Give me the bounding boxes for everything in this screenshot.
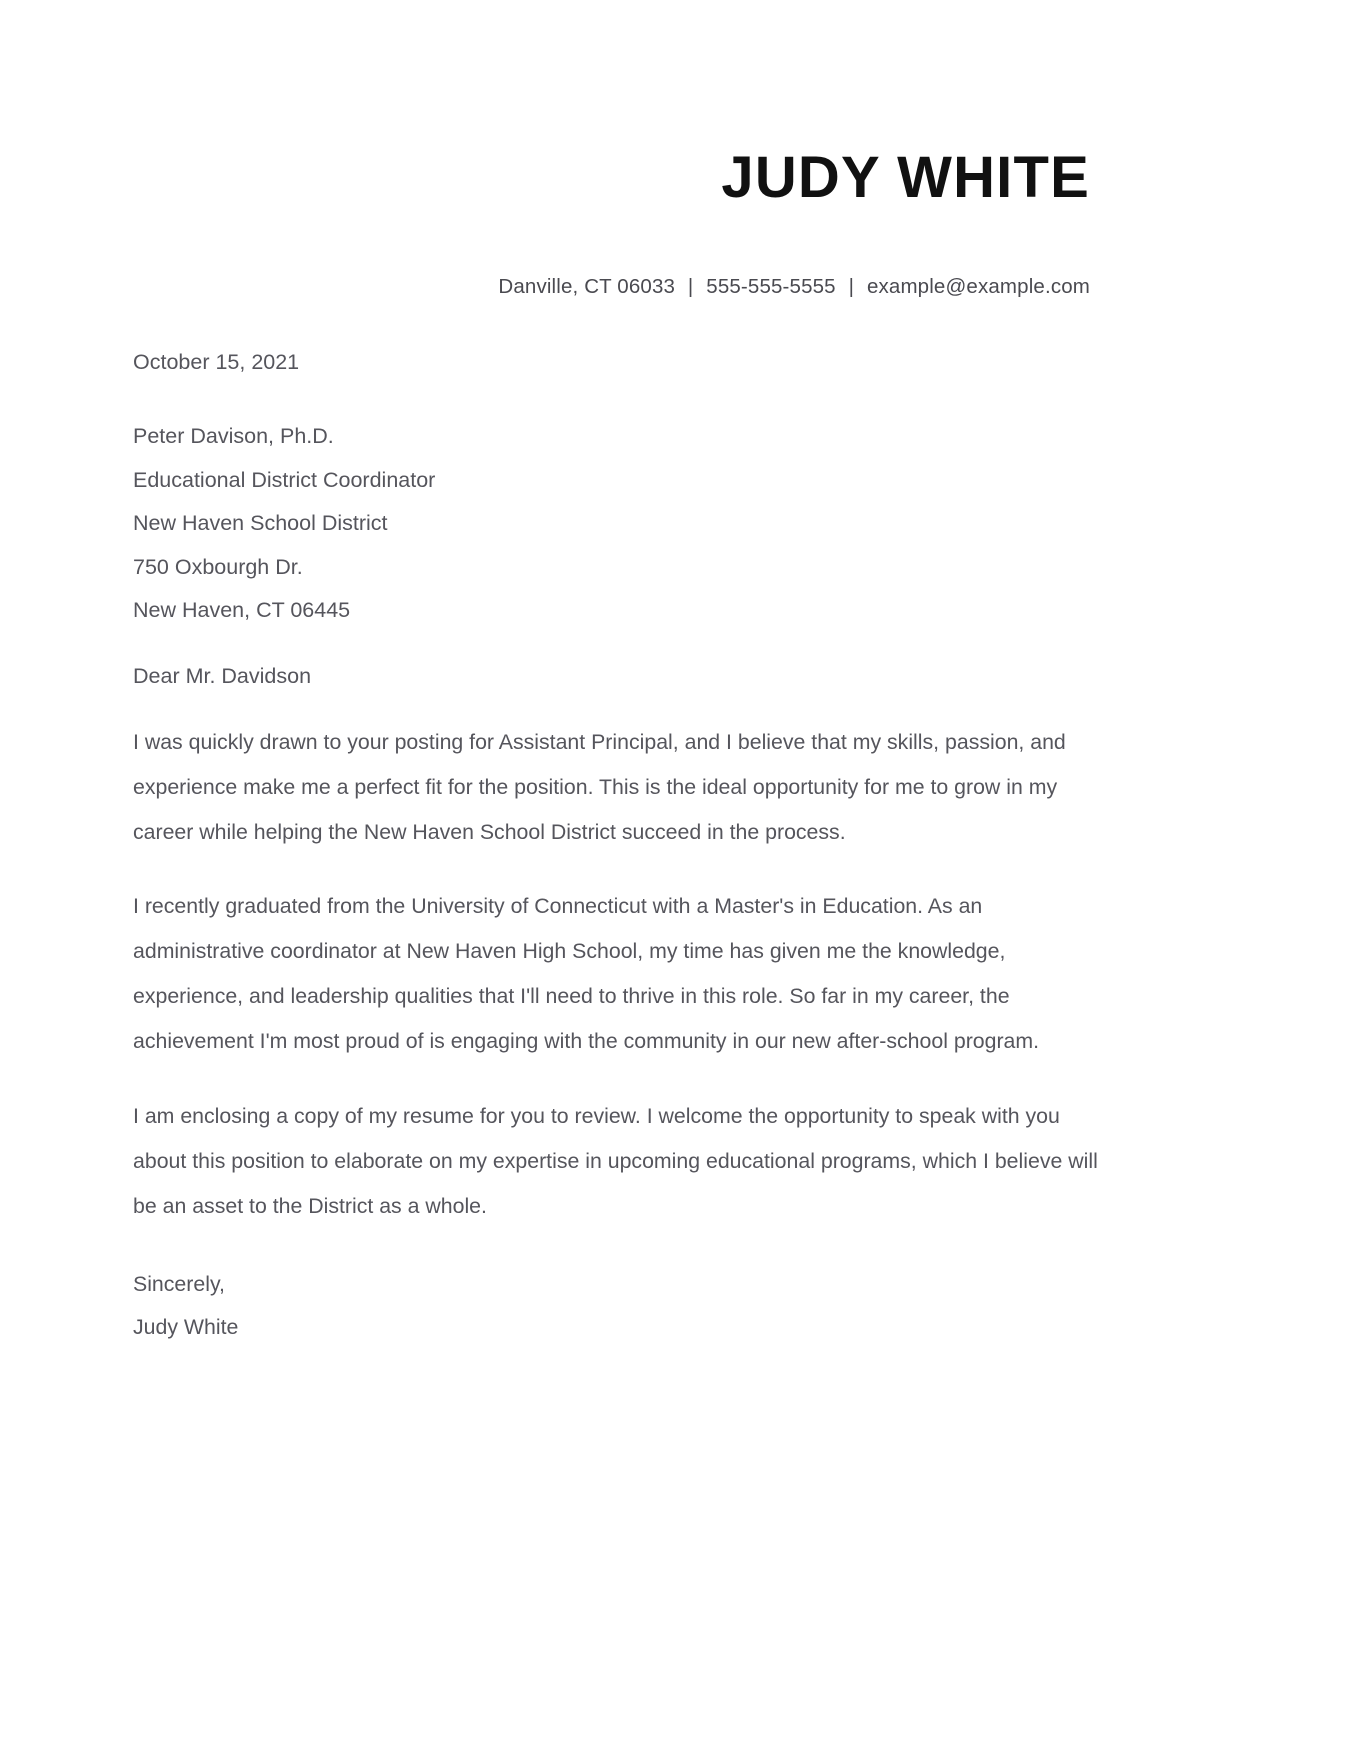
valediction: Sincerely, [133, 1272, 225, 1297]
contact-email: example@example.com [866, 274, 1090, 298]
contact-location: Danville, CT 06033 [498, 274, 676, 298]
recipient-address-block [133, 415, 1105, 632]
contact-separator-1: | [687, 274, 694, 298]
recipient-name: Peter Davison, Ph.D. [133, 424, 334, 449]
recipient-title: Educational District Coordinator [133, 467, 436, 492]
letter-body [0, 349, 1352, 1349]
recipient-city-state-zip: New Haven, CT 06445 [133, 598, 351, 623]
recipient-organization: New Haven School District [133, 511, 388, 536]
contact-info-line [0, 275, 1090, 300]
contact-phone: 555-555-5555 [706, 274, 836, 298]
contact-separator-2: | [848, 274, 855, 298]
body-paragraph-3: I am enclosing a copy of my resume for you to review. I welcome the opportunity to speak with you about this position to elaborate on my expertise in upcoming educational programs, which I believe will be an asset to the District as a whole. [133, 1103, 1098, 1218]
salutation: Dear Mr. Davidson [133, 663, 312, 688]
letter-header [0, 0, 1352, 299]
page-title: JUDY WHITE [721, 145, 1090, 210]
body-paragraph-2: I recently graduated from the University of Connecticut with a Master's in Education. As an administrative coordinator at New Haven High School, my time has given me the knowledge, experience, and leadership qualities that I'll need to thrive in this role. So far in my career, the achievement I'm most proud of is engaging with the community in our new after-school program. [133, 894, 1040, 1054]
signature-name: Judy White [133, 1315, 239, 1340]
letter-date: October 15, 2021 [133, 350, 300, 375]
closing-block [133, 1263, 1105, 1349]
body-paragraph-1: I was quickly drawn to your posting for Assistant Principal, and I believe that my skills, passion, and experience make me a perfect fit for the position. This is the ideal opportunity for me to grow in my career while helping the New Haven School District succeed in the process. [133, 729, 1066, 844]
recipient-street: 750 Oxbourgh Dr. [133, 554, 303, 579]
